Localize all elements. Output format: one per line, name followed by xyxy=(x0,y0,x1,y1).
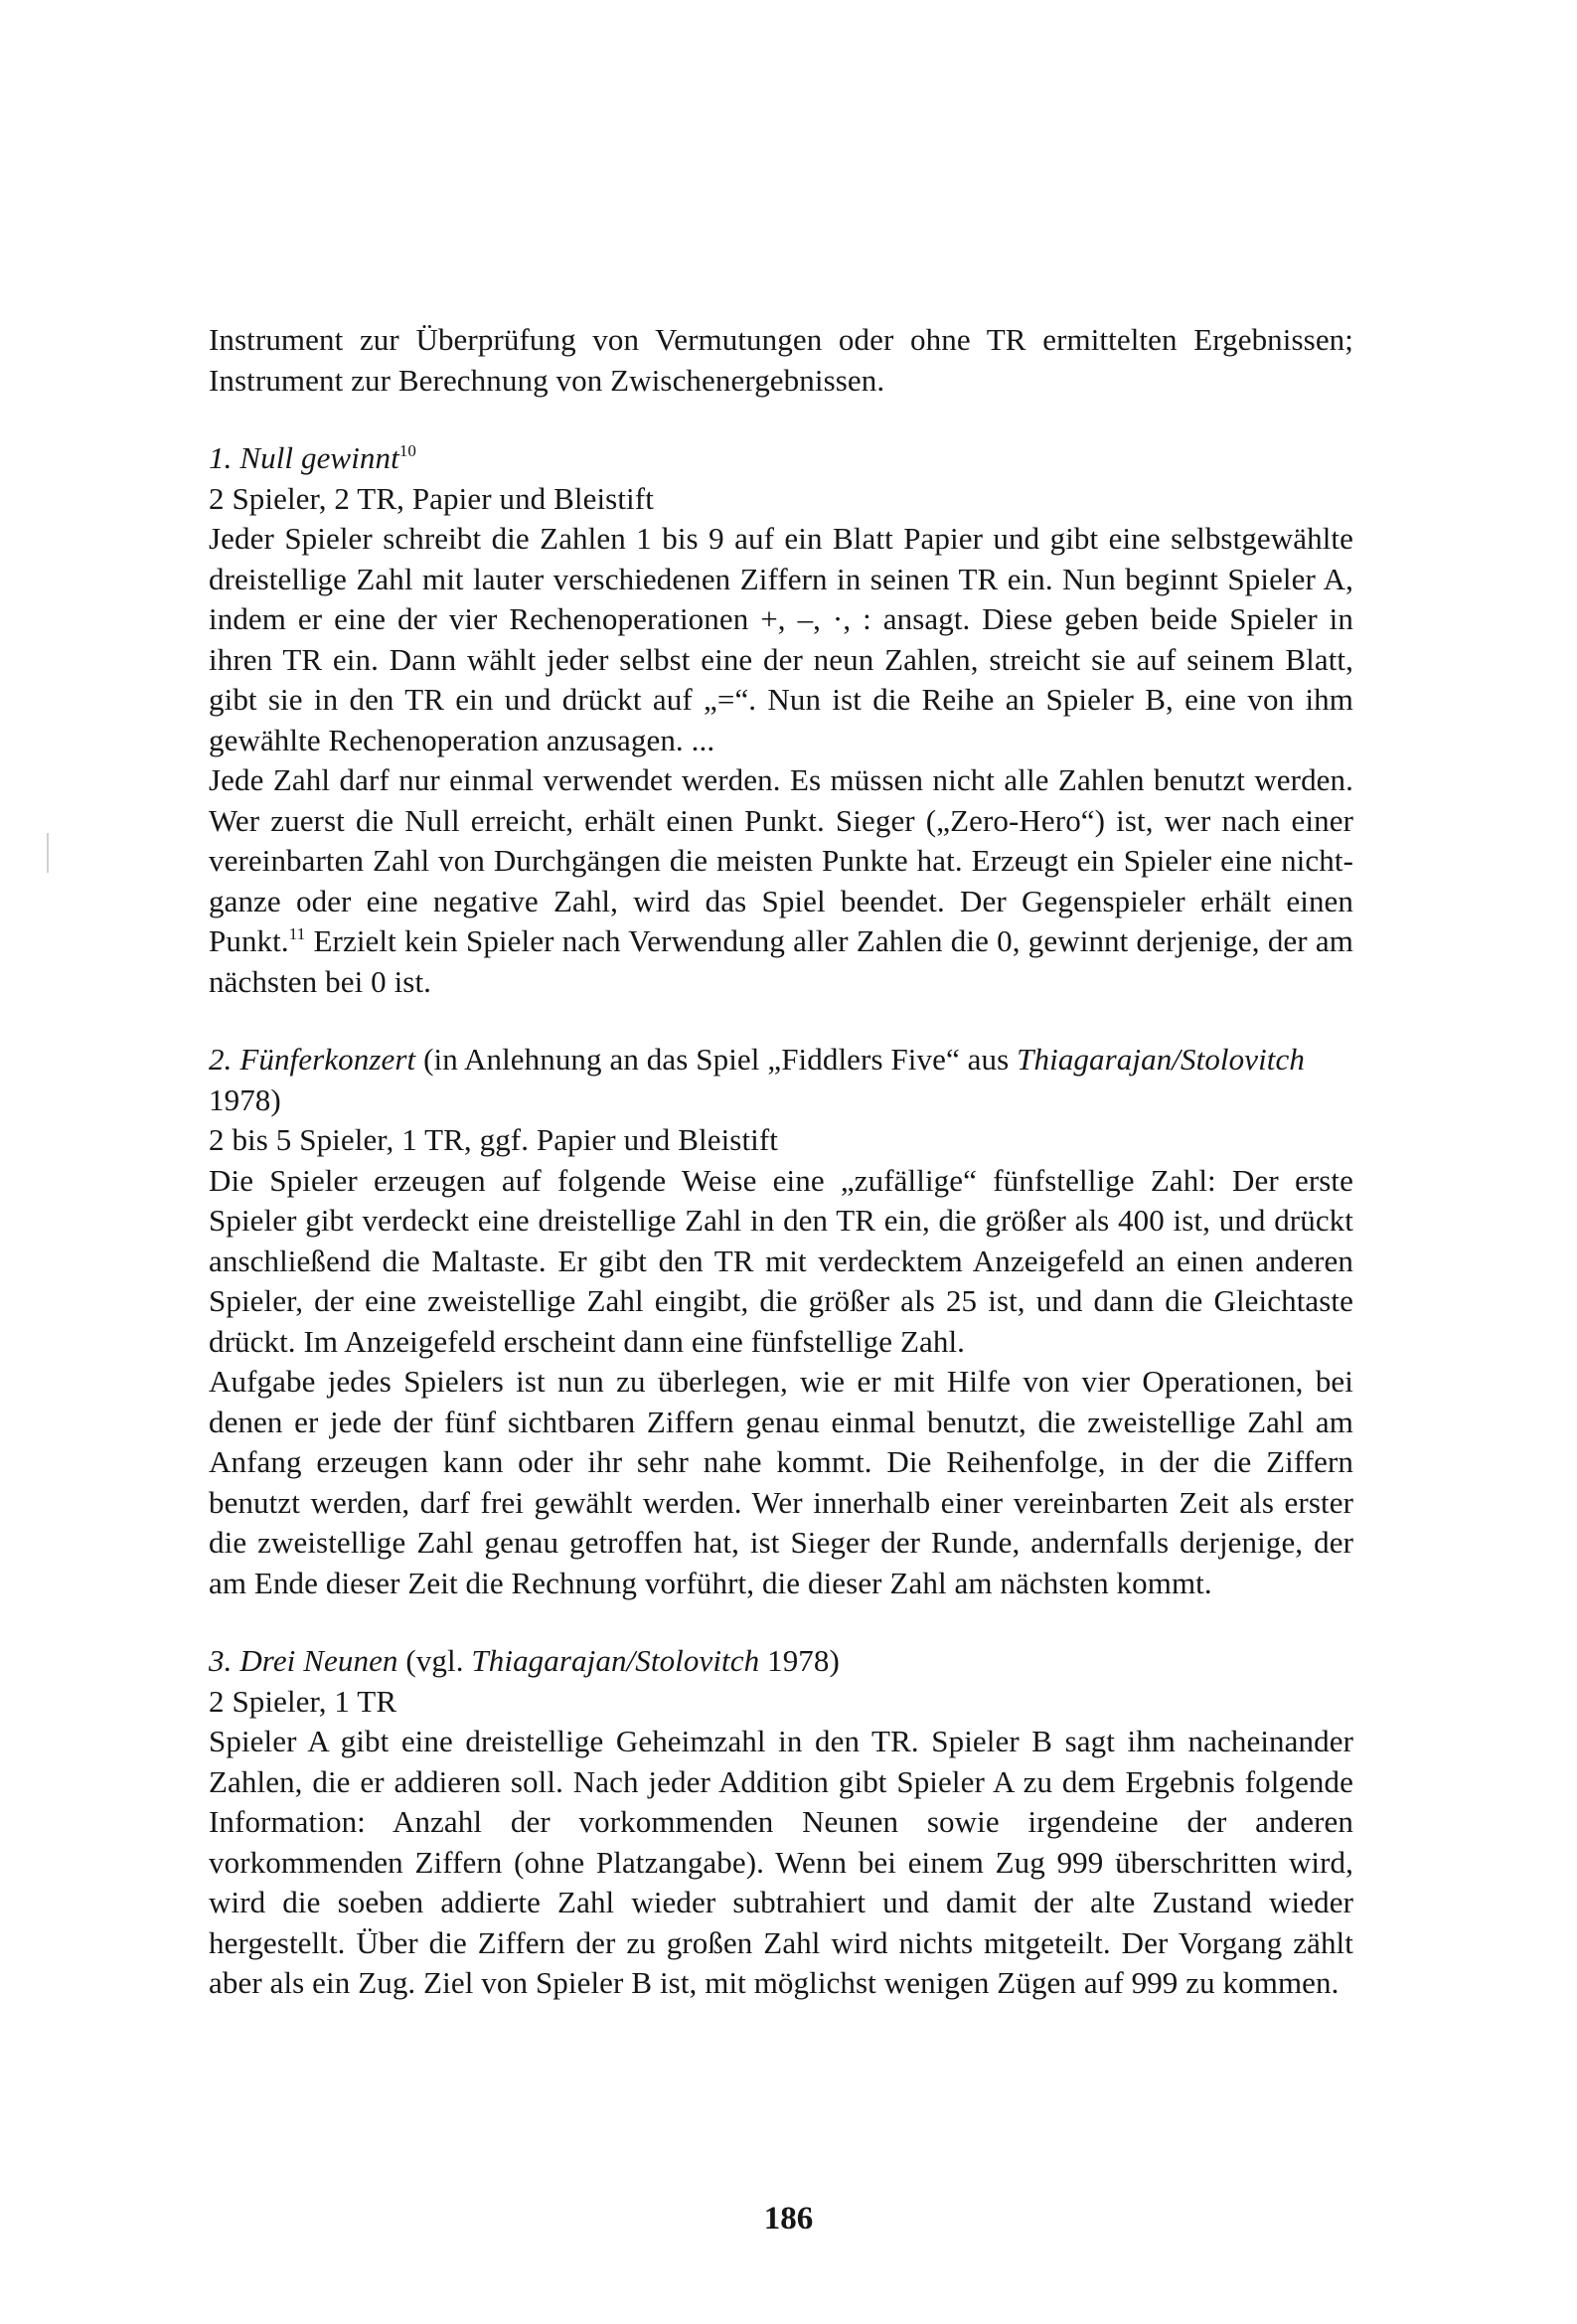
game-3-title: Drei Neunen xyxy=(239,1643,398,1678)
game-1-scoring-text: Jede Zahl darf nur einmal verwendet werden. Es müssen nicht alle Zahlen benutzt werden. Wer zuerst die Null erreicht, erhält einen Punkt. Sieger („Zero-Hero“) ist, wer nach einer vereinbarten Zahl von Durchgängen die meisten Punkte hat. Erzeugt ein Spieler eine nicht-ganze oder eine negative Zahl, wird das Spiel beendet. Der Gegenspieler erhält einen Punkt. xyxy=(209,762,1353,958)
game-3-source: Thiagarajan/Stolovitch xyxy=(471,1643,760,1678)
scan-margin-mark xyxy=(47,833,49,873)
game-3-year: 1978) xyxy=(759,1643,840,1678)
game-2-setup: 2 bis 5 Spieler, 1 TR, ggf. Papier und Bleistift xyxy=(209,1122,779,1157)
intro-paragraph: Instrument zur Überprüfung von Vermutungen oder ohne TR ermittelten Ergebnissen; Instrument zur Berechnung von Zwischenergebnissen. xyxy=(209,322,1353,398)
game-3-rules: Spieler A gibt eine dreistellige Geheimzahl in den TR. Spieler B sagt ihm nacheinander Zahlen, die er addieren soll. Nach jeder Addition gibt Spieler A zu dem Ergebnis folgende Information: Anzahl der vorkommenden Neunen sowie irgendeine der anderen vorkommenden Ziffern (ohne Platzangabe). Wenn bei einem Zug 999 überschritten wird, wird die soeben addierte Zahl wieder subtrahiert und damit der alte Zustand wieder hergestellt. Über die Ziffern der zu großen Zahl wird nichts mitgeteilt. Der Vorgang zählt aber als ein Zug. Ziel von Spieler B ist, mit möglichst wenigen Zügen auf 999 zu kommen. xyxy=(209,1724,1353,2000)
game-2-task: Aufgabe jedes Spielers ist nun zu überlegen, wie er mit Hilfe von vier Operationen, bei denen er jede der fünf sichtbaren Ziffern genau einmal benutzt, die zweistellige Zahl am Anfang erzeugen kann oder ihr sehr nahe kommt. Die Reihenfolge, in der die Ziffern benutzt werden, darf frei gewählt werden. Wer innerhalb einer vereinbarten Zeit als erster die zweistellige Zahl genau getroffen hat, ist Sieger der Runde, andernfalls derjenige, der am Ende dieser Zeit die Rechnung vorführt, die dieser Zahl am nächsten kommt. xyxy=(209,1364,1353,1600)
game-3-title-suffix: (vgl. xyxy=(397,1643,472,1678)
game-1-scoring xyxy=(209,760,1353,1002)
game-2-title: Fünferkonzert xyxy=(239,1042,416,1077)
game-1-rules: Jeder Spieler schreibt die Zahlen 1 bis 9 auf ein Blatt Papier und gibt eine selbstgewählte dreistellige Zahl mit lauter verschiedenen Ziffern in seinen TR ein. Nun beginnt Spieler A, indem er eine der vier Rechenoperationen +, –, ·, : ansagt. Diese geben beide Spieler in ihren TR ein. Dann wählt jeder selbst eine der neun Zahlen, streicht sie auf seinem Blatt, gibt sie in den TR ein und drückt auf „=“. Nun ist die Reihe an Spieler B, eine von ihm gewählte Rechenoperation anzusagen. ... xyxy=(209,521,1353,757)
game-1-title: Null gewinnt xyxy=(239,440,399,475)
game-3-setup: 2 Spieler, 1 TR xyxy=(209,1683,397,1719)
game-1-scoring-end: Erzielt kein Spieler nach Verwendung aller Zahlen die 0, gewinnt derjenige, der am nächsten bei 0 ist. xyxy=(209,923,1353,999)
game-2-number: 2. xyxy=(209,1042,233,1077)
game-2-heading xyxy=(209,1040,1353,1120)
footnote-marker: 11 xyxy=(288,924,306,943)
text-column xyxy=(209,320,1353,2004)
game-1-setup: 2 Spieler, 2 TR, Papier und Bleistift xyxy=(209,480,654,516)
game-2-rules: Die Spieler erzeugen auf folgende Weise eine „zufällige“ fünfstellige Zahl: Der erste Spieler gibt verdeckt eine dreistellige Zahl in den TR ein, die größer als 400 ist, und drückt anschließend die Maltaste. Er gibt den TR mit verdecktem Anzeigefeld an einen anderen Spieler, der eine zweistellige Zahl eingibt, die größer als 25 ist, und dann die Gleichtaste drückt. Im Anzeigefeld erscheint dann eine fünfstellige Zahl. xyxy=(209,1162,1353,1359)
game-2-title-suffix: (in Anlehnung an das Spiel „Fiddlers Five“ aus xyxy=(415,1042,1018,1077)
game-3-number: 3. xyxy=(209,1643,233,1678)
game-2-year: 1978) xyxy=(209,1081,281,1117)
game-3-heading xyxy=(209,1641,1353,1682)
game-1-number: 1. xyxy=(209,440,233,475)
page-number: 186 xyxy=(763,2201,814,2237)
footnote-marker: 10 xyxy=(398,441,417,460)
game-2-source: Thiagarajan/Stolovitch xyxy=(1017,1042,1305,1077)
game-1-heading xyxy=(209,438,1353,479)
